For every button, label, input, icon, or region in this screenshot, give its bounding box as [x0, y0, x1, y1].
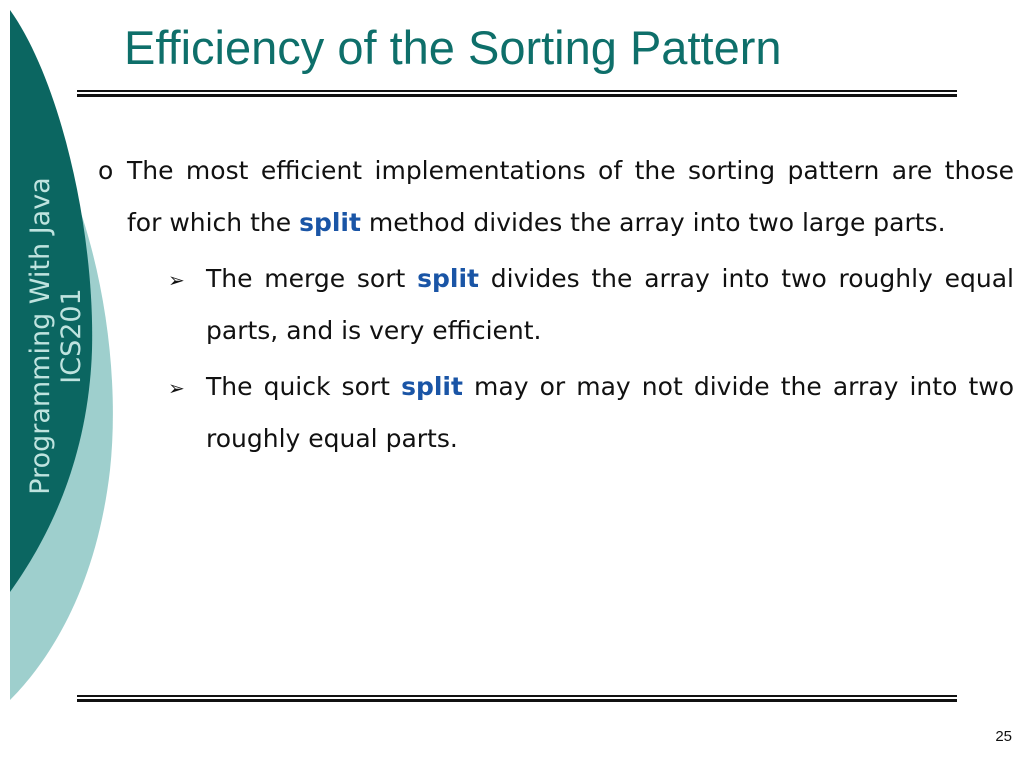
arrow-bullet-icon: ➢ — [168, 268, 185, 292]
sidebar-course-code: ICS201 — [56, 288, 87, 384]
sub-bullet-1-keyword: split — [417, 264, 479, 293]
main-bullet-keyword: split — [299, 208, 361, 237]
main-bullet-text-start: The most efficient implementations of the sorting pattern are those for which the — [127, 156, 1014, 237]
sidebar-course-name: Programming With Java — [25, 177, 56, 495]
title-divider — [77, 90, 957, 97]
slide-number: 25 — [995, 728, 1012, 745]
sidebar-course-label — [25, 126, 87, 546]
sub-bullet-2-keyword: split — [401, 372, 463, 401]
sub-bullet-quick-sort — [168, 361, 1014, 465]
sub-bullet-2-text-start: The quick sort — [206, 372, 390, 401]
sub-bullet-merge-sort — [168, 253, 1014, 357]
sub-bullet-1-text-start: The merge sort — [206, 264, 406, 293]
sub-bullet-1-text-end: divides the array into two roughly equal parts, and is very efficient. — [206, 264, 1014, 345]
slide-body — [98, 145, 1014, 465]
arrow-bullet-icon: ➢ — [168, 376, 185, 400]
circle-bullet-marker: o — [98, 156, 114, 185]
slide-title: Efficiency of the Sorting Pattern — [124, 21, 782, 74]
main-bullet-text-end: method divides the array into two large parts. — [368, 208, 946, 237]
footer-divider — [77, 695, 957, 702]
main-bullet — [98, 145, 1014, 249]
sub-bullet-2-text-end: may or may not divide the array into two roughly equal parts. — [206, 372, 1014, 453]
